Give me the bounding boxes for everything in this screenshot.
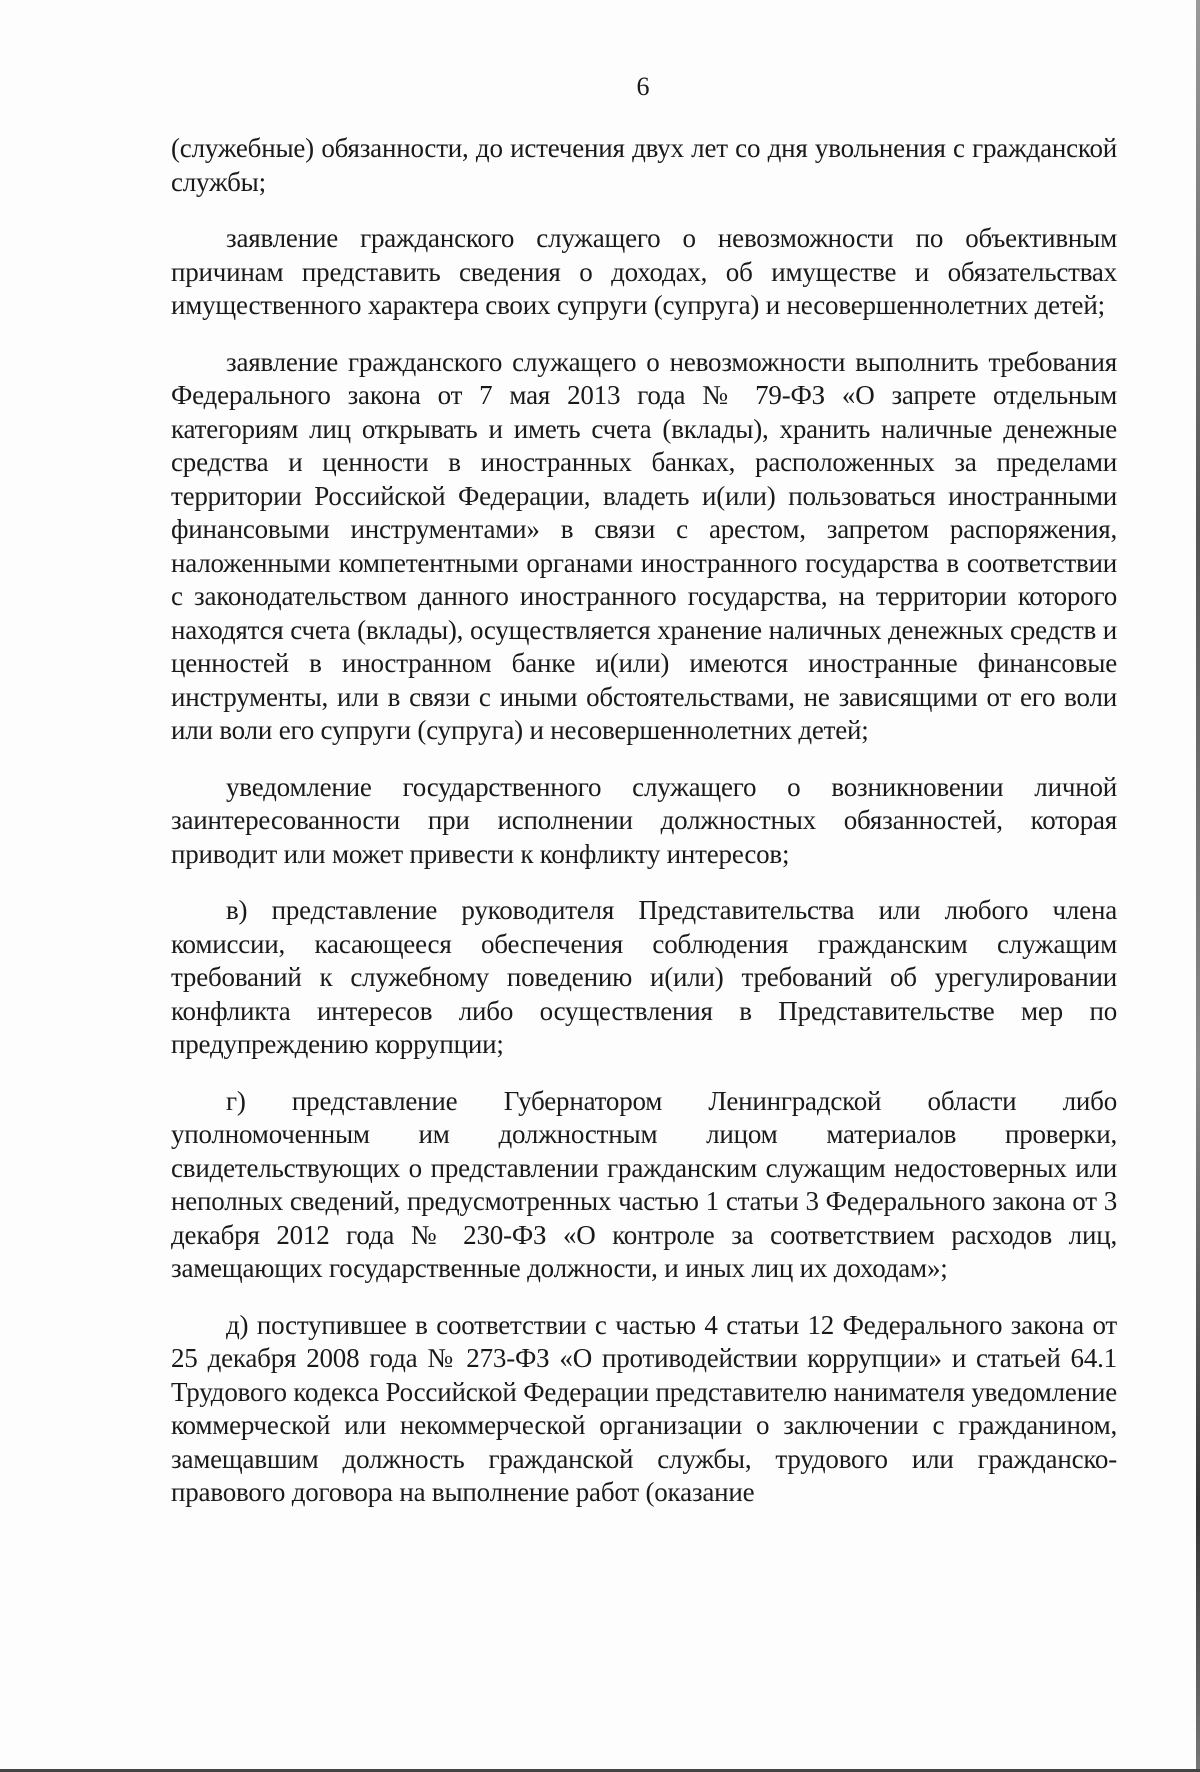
paragraph-continuation: (служебные) обязанности, до истечения двух лет со дня увольнения с гражданской службы; (171, 133, 1117, 197)
paragraph-income-statement: заявление гражданского служащего о невозможности по объективным причинам представить сведения о доходах, об имуществе и обязательствах имущественного характера своих супруги (супруга) и несовершеннолетних детей; (171, 223, 1117, 320)
paragraph-conflict-notice: уведомление государственного служащего о возникновении личной заинтересованности при исполнении должностных обязанностей, которая приводит или может привести к конфликту интересов; (171, 771, 1117, 869)
scan-edge-right (1196, 0, 1200, 1772)
paragraph-foreign-accounts: заявление гражданского служащего о невозможности выполнить требования Федерального закона от 7 мая 2013 года № 79-ФЗ «О запрете отдельным категориям лиц открывать и иметь счета (вклады), хранить наличные денежные средства и ценности в иностранных банках, расположенных за пределами территории Российской Федерации, владеть и(или) пользоваться иностранными финансовыми инструментами» в связи с арестом, запретом распоряжения, наложенными компетентными органами иностранного государства в соответствии с законодательством данного иностранного государства, на территории которого находятся счета (вклады), осуществляется хранение наличных денежных средств и ценностей в иностранном банке и(или) имеются иностранные финансовые инструменты, или в связи с иными обстоятельствами, не зависящими от его воли или воли его супруги (супруга) и несовершеннолетних детей; (171, 346, 1117, 745)
page-number: 6 (636, 72, 650, 101)
paragraph-item-d: д) поступившее в соответствии с частью 4 статьи 12 Федерального закона от 25 декабря 2008 года № 273-ФЗ «О противодействии коррупции» и статьей 64.1 Трудового кодекса Российской Федерации представителю нанимателя уведомление коммерческой или некоммерческой организации о заключении с гражданином, замещавшим должность гражданской службы, трудового или гражданско-правового договора на выполнение работ (оказание (171, 1309, 1117, 1507)
paragraph-item-g: г) представление Губернатором Ленинградской области либо уполномоченным им должностным лицом материалов проверки, свидетельствующих о представлении гражданским служащим недостоверных или неполных сведений, предусмотренных частью 1 статьи 3 Федерального закона от 3 декабря 2012 года № 230-ФЗ «О контроле за соответствием расходов лиц, замещающих государственные должности, и иных лиц их доходам»; (171, 1085, 1117, 1283)
document-body (171, 132, 1117, 1510)
paragraph-item-v: в) представление руководителя Представительства или любого члена комиссии, касающееся обеспечения соблюдения гражданским служащим требований к служебному поведению и(или) требований об урегулировании конфликта интересов либо осуществления в Представительстве мер по предупреждению коррупции; (171, 895, 1117, 1059)
